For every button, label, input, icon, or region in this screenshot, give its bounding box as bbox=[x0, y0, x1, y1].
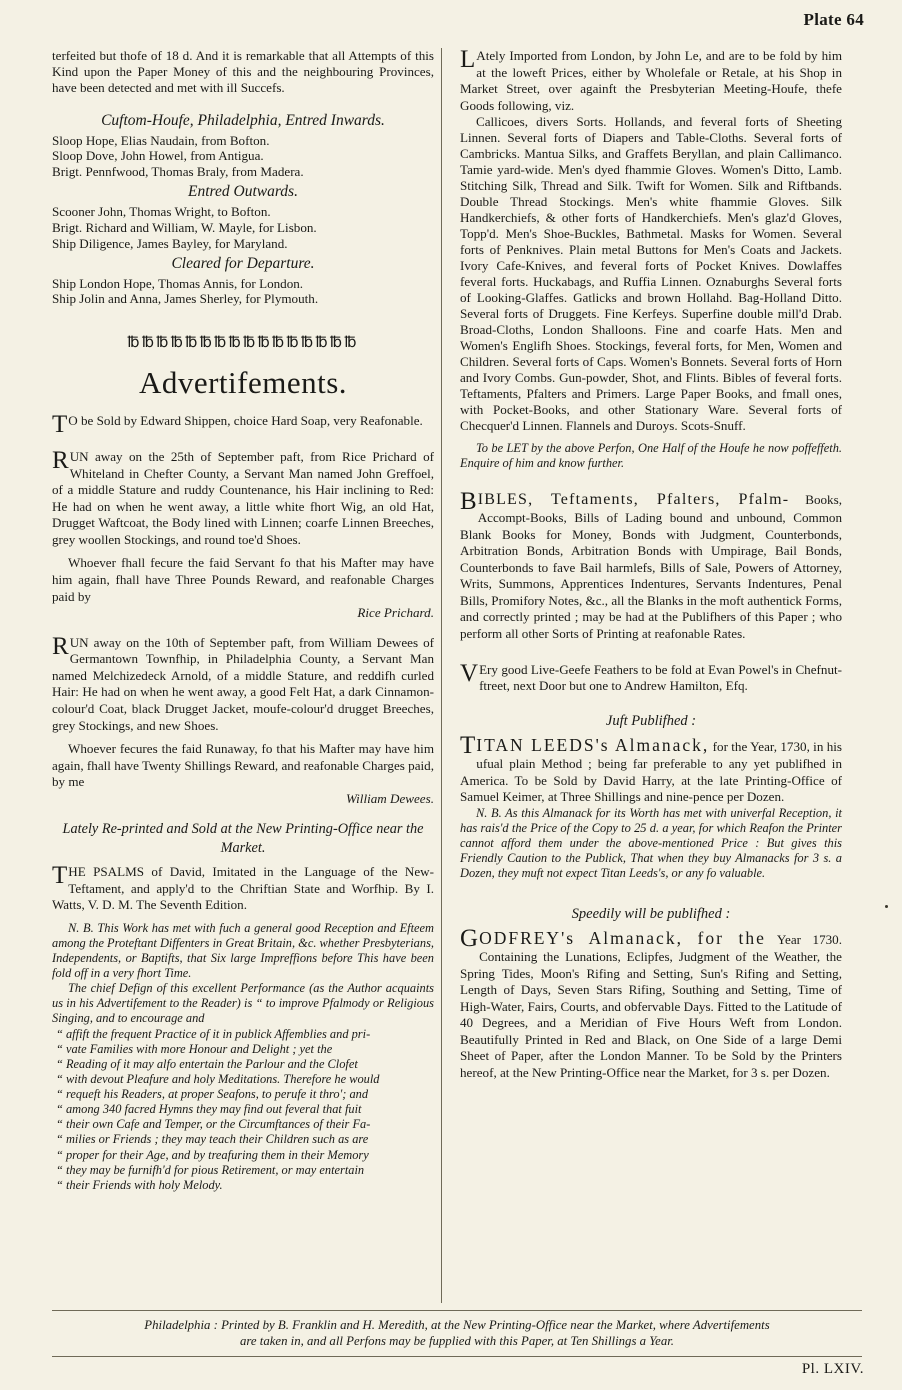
right-column bbox=[460, 48, 842, 1081]
dropcap-letter: T bbox=[52, 863, 68, 889]
cleared-departure-heading: Cleared for Departure. bbox=[171, 254, 315, 272]
ornament-row: ℔℔℔℔℔℔℔℔℔℔℔℔℔℔℔℔ bbox=[127, 335, 359, 352]
cleared-departure-item: Ship London Hope, Thomas Annis, for London. bbox=[52, 275, 304, 291]
counterfeit-paragraph: terfeited but thofe of 18 d. And it is remarkable that all Attempts of this Kind upon the Paper Money of this and the neighbouring Provinces, have been detected and met with ill Succefs. bbox=[52, 48, 434, 95]
dropcap-letter: B bbox=[460, 489, 477, 515]
ad-imported-goods-list: Callicoes, divers Sorts. Hollands, and feveral forts of Sheeting Linnen. Several forts of Diapers and Table-Cloths. Several forts of Cambricks. Mantua Silks, and Graffets Beryllan, and plain Callimanco. Tamie yard-wide. Men's dyed fhammie Gloves. Women's Ditto, Lamb. Stitching Silk, Thread and Silk. Twift for Women. Silk and Riftbands. Double Thread Stockings. Men's white fhammie Gloves. Silk Handkerchiefs, & other forts of Handkerchiefs. Men's glaz'd Gloves, Topp'd. Men's Shoe-Buckles, Bathmetal. Masks for Women. Several forts of Penknives. Plain metal Buttons for Men's Coats and Jackets. Ivory Cafe-Knives, and feveral forts of Pocket Knives. Dowlaffes feveral forts. Huckabags, and Ruffia Linnen. Oznaburghs Several forts of Looking-Glaffes. Gatlicks and brown Hollahd. Bag-Holland Ditto. Several forts of Druggets. Fine Kerfeys. Superfine double mill'd Drab. Broad-Cloths, London Shalloons. Fine and coarfe Hats. Men and Women's Englifh Shoes. Stockings, feveral forts, for Men, Women and Children. Several forts of Caps. Women's Bonnets. Several forts of Horn and Ivory Combs. Gun-powder, Shot, and Flints. Bibles of feveral forts. Teftaments, Pfalters and Primers. Large Paper Books, and fmall ones, with Pocket-Books, and other Stationary Ware. Several forts of Checquer'd Linnen. Flannels and Duroys. Scots-Snuff. bbox=[460, 114, 842, 433]
cleared-departure-item: Ship Jolin and Anna, James Sherley, for Plymouth. bbox=[52, 291, 319, 307]
dropcap-letter: G bbox=[460, 926, 479, 952]
left-column bbox=[52, 48, 434, 1193]
plate-label: Plate 64 bbox=[803, 10, 864, 29]
ad-runaway-dewees bbox=[52, 635, 434, 734]
dropcap-letter: V bbox=[460, 661, 479, 687]
margin-dot bbox=[885, 905, 888, 908]
plate-footer: Pl. LXIV. bbox=[801, 1361, 864, 1377]
ad-bibles-heading: IBLES, Teftaments, Pfalters, Pfalm- bbox=[477, 490, 790, 508]
ad-godfrey-almanack bbox=[460, 927, 842, 1082]
ad-runaway-dewees-reward: Whoever fecures the faid Runaway, fo that his Mafter may have him again, fhall have Twenty Shillings Reward, and reafonable Charges paid, by me bbox=[52, 741, 434, 790]
speedily-published-label: Speedily will be publifhed : bbox=[571, 905, 731, 922]
colophon bbox=[52, 1318, 862, 1350]
ad-imported-goods bbox=[460, 48, 842, 114]
dropcap-letter: R bbox=[52, 634, 69, 660]
ad-hard-soap-text: O be Sold by Edward Shippen, choice Hard Soap, very Reafonable. bbox=[68, 412, 423, 428]
ad-psalms-nb: N. B. This Work has met with fuch a general good Reception and Efteem among the Proteftant Diffenters in Great Britain, &c. whether Presbyterians, Independents, or Baptifts, that Six large Impreffions before This have been fold off in a very fhort Time. bbox=[52, 920, 434, 981]
dropcap-letter: L bbox=[460, 48, 476, 73]
ad-psalms-quote-line: “ proper for their Age, and by treafuring them in their Memory bbox=[56, 1147, 369, 1162]
ad-runaway-prichard-signature: Rice Prichard. bbox=[357, 605, 434, 621]
ad-psalms-body: HE PSALMS of David, Imitated in the Language of the New-Teftament, and apply'd to the Chriftian State and Worfhip. By I. Watts, V. D. M. The Seventh Edition. bbox=[52, 863, 434, 913]
ad-house-to-let: To be LET by the above Perfon, One Half of the Houfe he now poffeffeth. Enquire of him and know further. bbox=[460, 440, 842, 470]
customs-outwards-item: Ship Diligence, James Bayley, for Maryland. bbox=[52, 235, 288, 251]
customs-inwards-item: Brigt. Pennfwood, Thomas Braly, from Madera. bbox=[52, 164, 304, 180]
ad-titan-leeds-almanack bbox=[460, 734, 842, 806]
customs-outwards-item: Brigt. Richard and William, W. Mayle, for Lisbon. bbox=[52, 219, 317, 235]
dropcap-letter: R bbox=[52, 449, 69, 475]
colophon-line-1: Philadelphia : Printed by B. Franklin and H. Meredith, at the New Printing-Office near the Market, where Advertifements bbox=[144, 1318, 770, 1332]
ad-psalms-quote-line: “ vate Families with more Honour and Delight ; yet the bbox=[56, 1041, 333, 1056]
ad-runaway-prichard bbox=[52, 449, 434, 548]
ad-hard-soap bbox=[52, 413, 434, 437]
ad-psalms-quote-line: “ milies or Friends ; they may teach their Children such as are bbox=[56, 1132, 369, 1147]
ad-runaway-prichard-reward: Whoever fhall fecure the faid Servant fo that his Mafter may have him again, fhall have Three Pounds Reward, and reafonable Charges paid by bbox=[52, 555, 434, 604]
ad-titan-leeds-nb: N. B. As this Almanack for its Worth has met with univerfal Reception, it has rais'd the Price of the Copy to 25 d. a year, for which Reafon the Printer cannot afford them under the above-mentioned Price : But gives this Friendly Caution to the Publick, That when they buy Almanacks for 3 s. a Dozen, they muft not expect Titan Leeds's, or any fo valuable. bbox=[460, 805, 842, 881]
colophon-bottom-rule bbox=[52, 1356, 862, 1357]
colophon-top-rule bbox=[52, 1310, 862, 1311]
ad-psalms-quote-line: “ their own Cafe and Temper, or the Circumftances of their Fa- bbox=[56, 1117, 371, 1132]
ad-psalms-design: The chief Defign of this excellent Performance (as the Author acquaints us in his Advertifement to the Reader) is “ to improve Pfalmody or Religious Singing, and to encourage and bbox=[52, 981, 434, 1026]
ad-titan-leeds-body: for the Year, 1730, in his ufual plain Method ; being far preferable to any yet publifhed in America. To be Sold by David Harry, at the late Printing-Office of Samuel Keimer, at Three Shillings and nine-pence per Dozen. bbox=[460, 739, 842, 805]
psalms-reprint-heading: Lately Re-printed and Sold at the New Printing-Office near the Market. bbox=[62, 821, 424, 856]
customs-outwards-heading: Entred Outwards. bbox=[188, 183, 298, 201]
dropcap-letter: T bbox=[52, 412, 68, 437]
ad-bibles-body: Books, Accompt-Books, Bills of Lading bound and unbound, Common Blank Books for Money, Bonds with Judgment, Counterbonds, Arbitration Bonds, Arbitration Bonds with Umpirage, Bail Bonds, Counterbonds to fave Bail harmlefs, Bills of Sale, Powers of Attorney, Writs, Summons, Apprentices Indentures, Servants Indentures, Penal Bills, Promifory Notes, &c., all the Blanks in the moft authentick Forms, and correctly printed ; may be had at the Publifhers of this Paper ; who perform all other Sorts of Printing at reafonable Rates. bbox=[460, 491, 842, 642]
advertisements-title: Advertifements. bbox=[138, 365, 348, 401]
just-published-label: Juft Publifhed : bbox=[605, 712, 697, 729]
ad-psalms bbox=[52, 864, 434, 914]
customs-inwards-heading: Cuftom-Houfe, Philadelphia, Entred Inwards. bbox=[101, 111, 385, 129]
ad-godfrey-heading: ODFREY's Almanack, for the bbox=[479, 927, 766, 948]
colophon-line-2: are taken in, and all Perfons may be fupplied with this Paper, at Ten Shillings a Year. bbox=[239, 1333, 675, 1348]
ad-runaway-dewees-signature: William Dewees. bbox=[345, 790, 434, 806]
customs-inwards-item: Sloop Hope, Elias Naudain, from Bofton. bbox=[52, 132, 270, 148]
ad-psalms-quote-line: “ their Friends with holy Melody. bbox=[56, 1177, 223, 1192]
ad-psalms-quote-line: “ Reading of it may alfo entertain the Parlour and the Clofet bbox=[56, 1056, 358, 1071]
ad-runaway-dewees-body: UN away on the 10th of September paft, from William Dewees of Germantown Townfhip, in Philadelphia County, a Servant Man named Melchizedeck Arnold, of a middle Stature, and reddifh curled Hair: He had on when he went away, a good Felt Hat, a dark Cinnamon-colour'd Coat, black Drugget Jacket, moufe-colour'd drugget Breeches, grey Stockings, and new Shoes. bbox=[52, 634, 434, 733]
ad-psalms-quote-line: “ they may be furnifh'd for pious Retirement, or may entertain bbox=[56, 1162, 365, 1177]
ad-imported-goods-intro: Ately Imported from London, by John Le, and are to be fold by him at the loweft Prices, either by Wholefale or Retale, at his Shop in Market Street, over againft the Presbyterian Meeting-Houfe, thefe Goods following, viz. bbox=[460, 48, 842, 113]
ad-runaway-prichard-body: UN away on the 25th of September paft, from Rice Prichard of Whiteland in Chefter County, a Servant Man named John Greffoel, of a middle Stature and ruddy Countenance, his Hair inclining to Red: He had on when he went away, a little white fhort Wig, an old Hat, Drugget Waftcoat, the Body lined with Linnen; coarfe Linnen Breeches, grey woollen Stockings, and round toe'd Shoes. bbox=[52, 449, 434, 547]
ad-godfrey-body: Year 1730. Containing the Lunations, Eclipfes, Judgment of the Weather, the Spring Tides, Moon's Rifing and Setting, Sun's Rifing and Setting, Length of Days, Seven Stars Rifing, Southing and Setting, Time of High-Water, Fairs, Courts, and obfervable Days. Fitted to the Latitude of 40 Degrees, and a Meridian of Five Hours Weft from London. Beautifully Printed in Red and Black, on One Side of a large Demi Sheet of Paper, after the London Manner. To be Sold by the Printers hereof, at the New Printing-Office near the Market, for 3 s. per Dozen. bbox=[460, 931, 842, 1080]
page-columns bbox=[52, 48, 862, 1303]
ad-psalms-quote-line: “ affift the frequent Practice of it in publick Affemblies and pri- bbox=[56, 1026, 371, 1041]
ad-psalms-quote-line: “ with devout Pleafure and holy Meditations. Therefore he would bbox=[56, 1071, 380, 1086]
customs-inwards-item: Sloop Dove, John Howel, from Antigua. bbox=[52, 148, 264, 164]
ad-psalms-quote-line: “ requeft his Readers, at proper Seafons, to perufe it thro'; and bbox=[56, 1087, 369, 1102]
ad-goose-feathers bbox=[460, 662, 842, 695]
dropcap-letter: T bbox=[460, 734, 476, 760]
ad-bibles-blanks bbox=[460, 490, 842, 643]
customs-outwards-item: Scooner John, Thomas Wright, to Bofton. bbox=[52, 204, 271, 219]
ad-psalms-quote-line: “ among 340 facred Hymns they may find out feveral that fuit bbox=[56, 1102, 362, 1117]
ad-goose-feathers-body: Ery good Live-Geefe Feathers to be fold at Evan Powel's in Chefnut-ftreet, next Door but one to Andrew Hamilton, Efq. bbox=[479, 661, 842, 694]
ad-titan-leeds-heading: ITAN LEEDS's Almanack, bbox=[476, 735, 710, 756]
